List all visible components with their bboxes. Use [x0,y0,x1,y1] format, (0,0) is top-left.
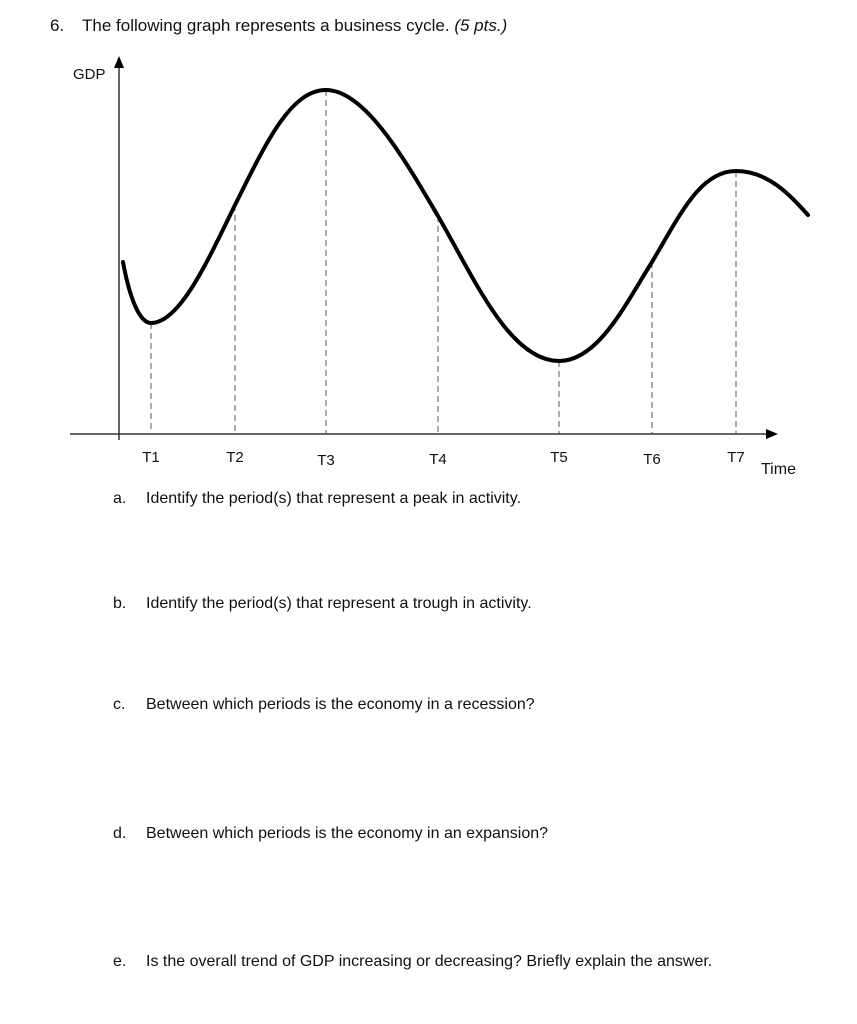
sub-question-text: Identify the period(s) that represent a peak in activity. [146,490,522,507]
period-guides [151,90,736,434]
sub-question-text: Between which periods is the economy in a recession? [146,696,535,713]
sub-question-b [113,595,532,613]
x-axis-label: Time [761,461,796,478]
business-cycle-graph [0,0,857,500]
period-label-t2: T2 [226,449,244,466]
x-axis-arrow [766,429,778,439]
sub-question-letter: d. [113,825,127,842]
question-text: The following graph represents a business cycle. [82,16,450,35]
period-label-t3: T3 [317,452,335,469]
sub-question-c [113,696,535,714]
y-axis-arrow [114,56,124,68]
business-cycle-curve [123,90,808,361]
question-number: 6. [50,16,65,35]
period-label-t5: T5 [550,449,568,466]
sub-question-text: Is the overall trend of GDP increasing or decreasing? Briefly explain the answer. [146,953,713,970]
sub-question-letter: c. [113,696,126,713]
sub-question-text: Between which periods is the economy in an expansion? [146,825,549,842]
sub-question-d [113,825,548,843]
sub-question-a [113,490,521,508]
period-label-t6: T6 [643,451,661,468]
question-points: (5 pts.) [454,16,508,35]
period-label-t1: T1 [142,449,160,466]
sub-question-text: Identify the period(s) that represent a trough in activity. [146,595,532,612]
sub-question-letter: e. [113,953,127,970]
period-label-t4: T4 [429,451,447,468]
sub-question-letter: b. [113,595,127,612]
sub-question-e [113,953,712,971]
y-axis-label: GDP [73,66,106,83]
period-label-t7: T7 [727,449,745,466]
sub-question-letter: a. [113,490,127,507]
